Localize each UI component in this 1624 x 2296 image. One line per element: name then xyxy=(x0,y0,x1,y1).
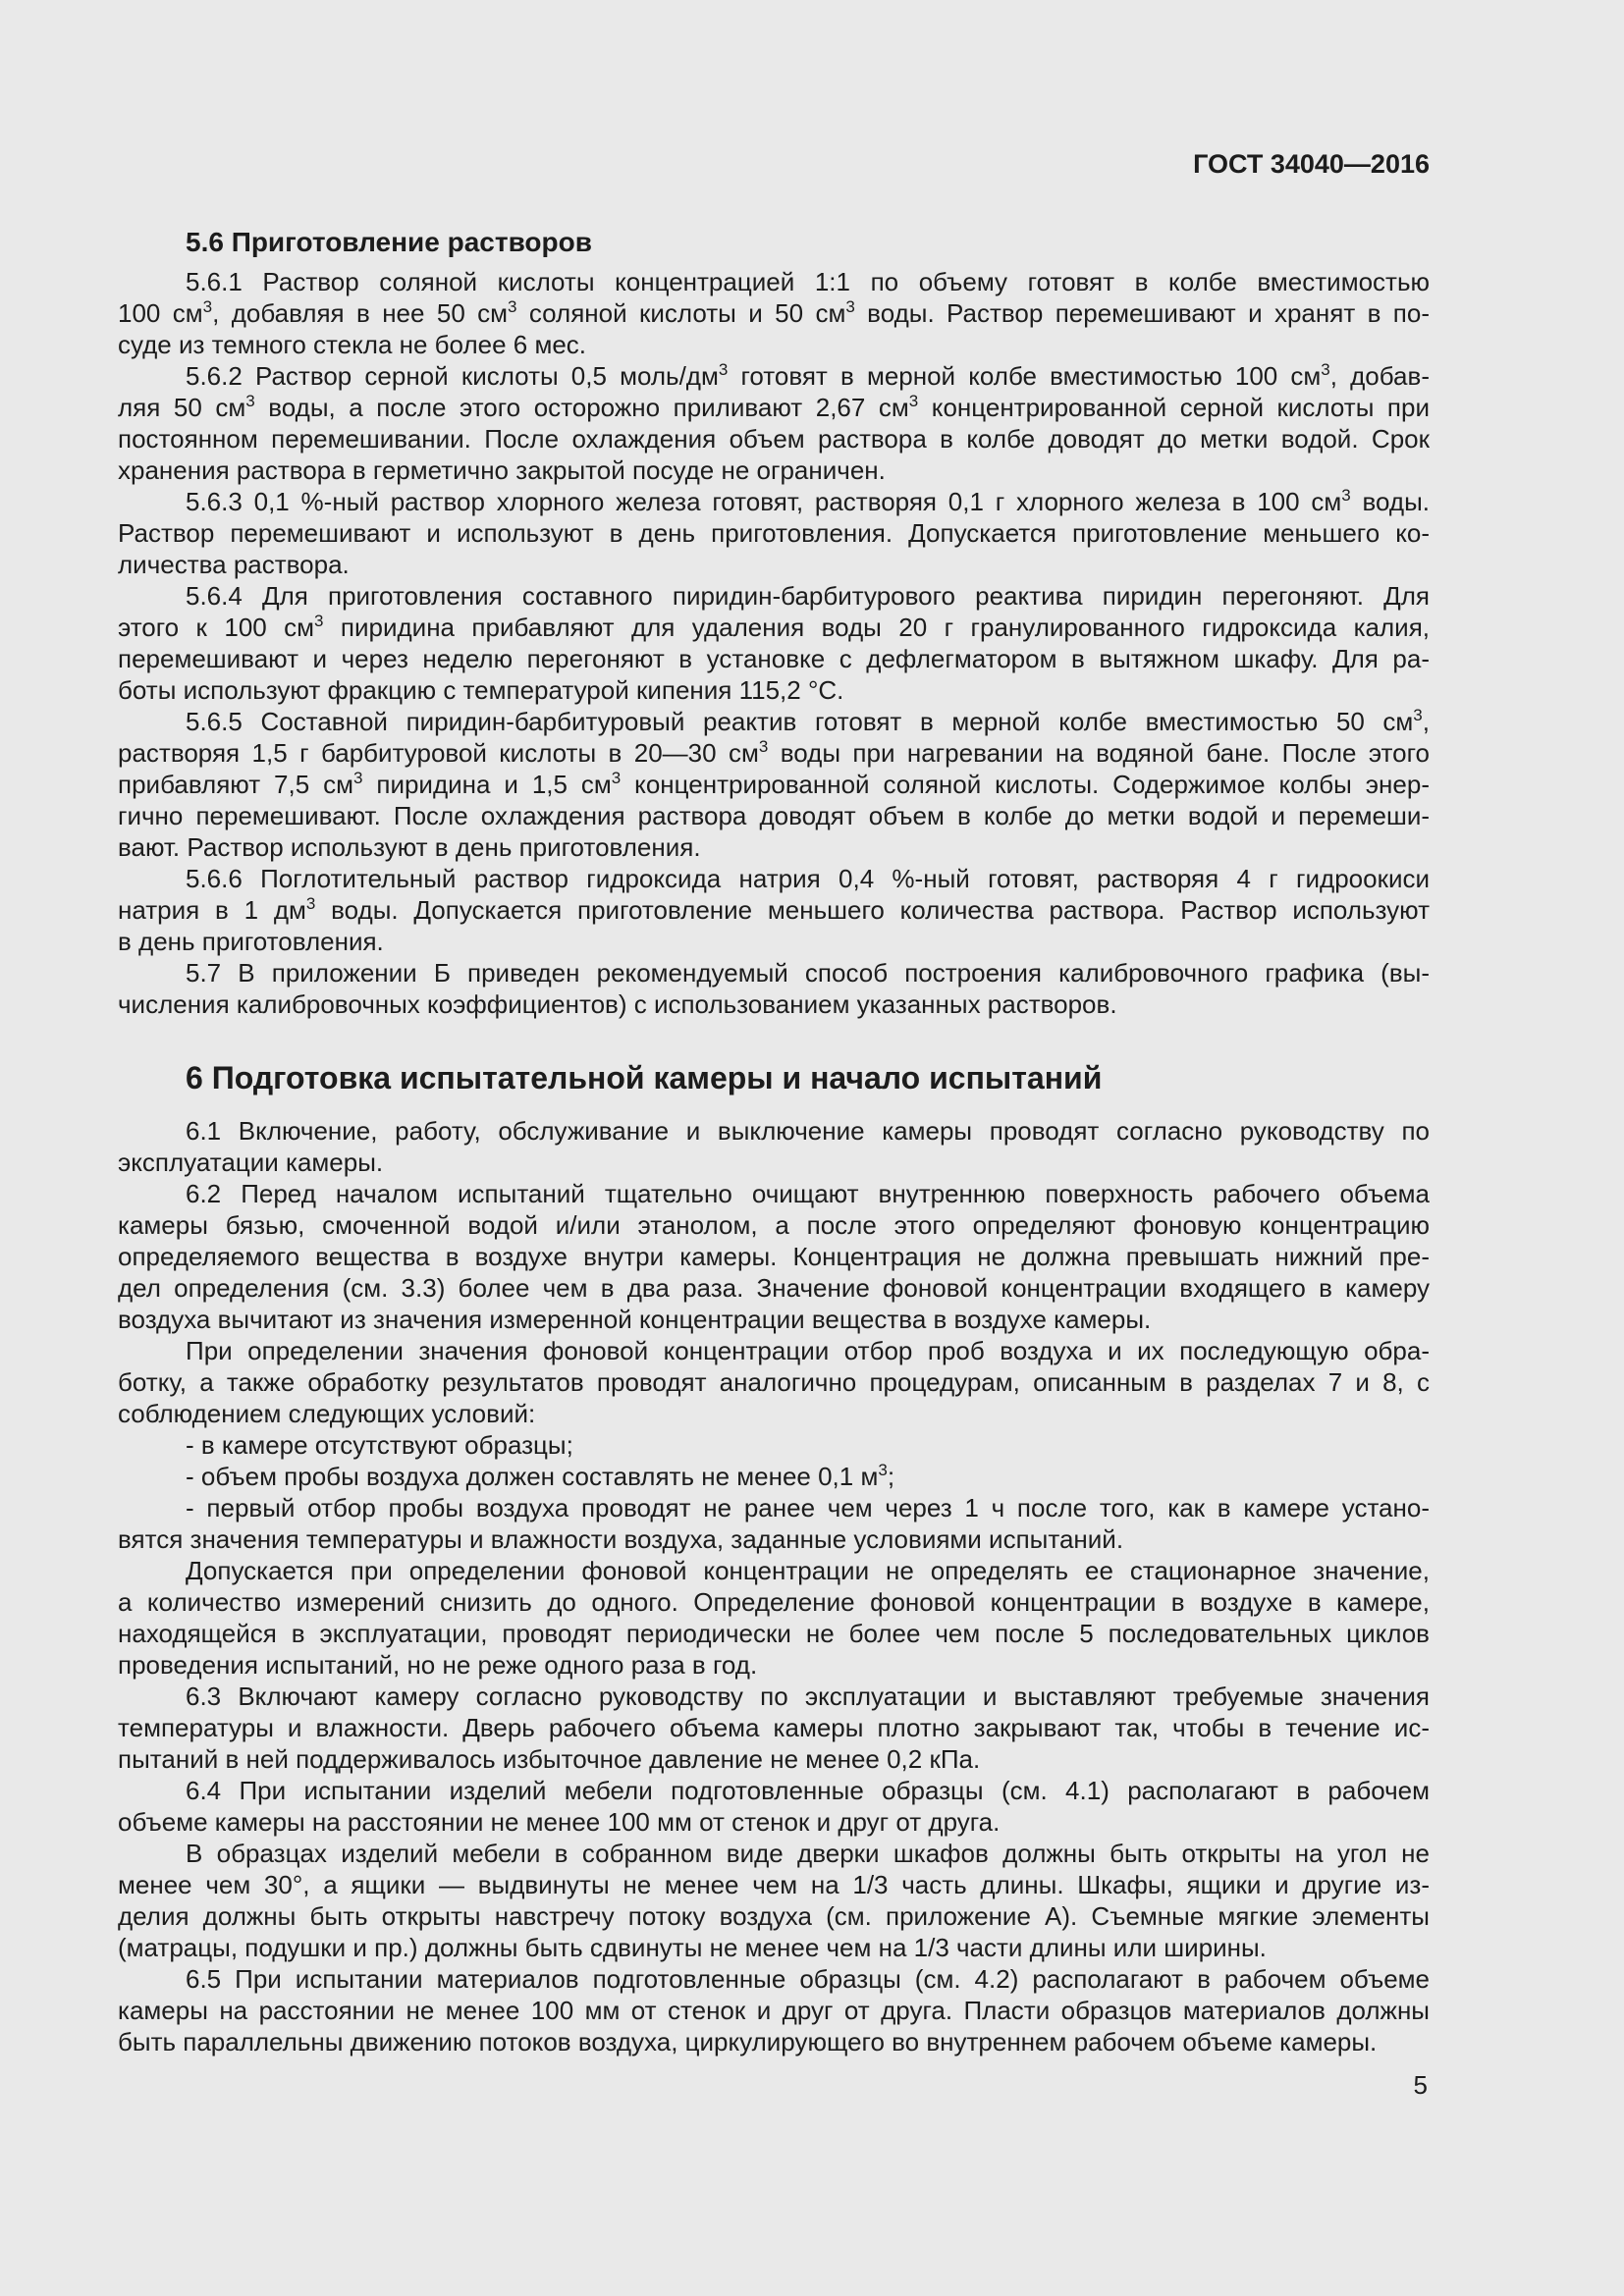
text-line: менее чем 30°, а ящики — выдвинуты не менее чем на 1/3 часть длины. Шкафы, ящики и другие из- xyxy=(118,1870,1430,1899)
text-line: 5.7 В приложении Б приведен рекомендуемый способ построения калибровочного графика (вы- xyxy=(186,958,1430,988)
text-line: воздуха вычитают из значения измеренной концентрации вещества в воздухе камеры. xyxy=(118,1305,1152,1334)
text-line: делия должны быть открыты навстречу потоку воздуха (см. приложение А). Съемные мягкие элементы xyxy=(118,1901,1430,1931)
text-line: гично перемешивают. После охлаждения раствора доводят объем в колбе до метки водой и перемеши- xyxy=(118,801,1430,830)
text-line: - в камере отсутствуют образцы; xyxy=(186,1430,573,1460)
text-line: 5.6.6 Поглотительный раствор гидроксида натрия 0,4 %-ный готовят, растворяя 4 г гидроокиси xyxy=(186,864,1430,893)
text-line: этого к 100 $см^3$ пиридина прибавляют для удаления воды 20 г гранулированного гидроксида калия, xyxy=(118,612,1430,642)
text-line: ботку, а также обработку результатов проводят аналогично процедурам, описанным в разделах 7 и 8, с xyxy=(118,1367,1430,1397)
text-line: 5.6.2 Раствор серной кислоты 0,5 моль/$дм^3$ готовят в мерной колбе вместимостью 100 $см^3$, добав- xyxy=(186,360,1430,391)
text-line: дел определения (см. 3.3) более чем в два раза. Значение фоновой концентрации входящего в камеру xyxy=(118,1273,1430,1303)
text-line: прибавляют 7,5 $см^3$ пиридина и 1,5 $см^3$ концентрированной соляной кислоты. Содержимое колбы энер- xyxy=(118,769,1430,799)
text-line: В образцах изделий мебели в собранном виде дверки шкафов должны быть открыты на угол не xyxy=(186,1839,1430,1868)
text-line: перемешивают и через неделю перегоняют в установке с дефлегматором в вытяжном шкафу. Для ра- xyxy=(118,644,1430,673)
text-line: эксплуатации камеры. xyxy=(118,1148,384,1177)
text-line: определяемого вещества в воздухе внутри камеры. Концентрация не должна превышать нижний пре- xyxy=(118,1242,1430,1271)
text-line: растворяя 1,5 г барбитуровой кислоты в 20—30 $см^3$ воды при нагревании на водяной бане. После этого xyxy=(118,737,1430,768)
text-line: пытаний в ней поддерживалось избыточное давление не менее 0,2 кПа. xyxy=(118,1744,981,1774)
text-line: 6.2 Перед началом испытаний тщательно очищают внутреннюю поверхность рабочего объема xyxy=(186,1179,1430,1208)
text-line: вятся значения температуры и влажности воздуха, заданные условиями испытаний. xyxy=(118,1524,1124,1554)
text-line: Допускается при определении фоновой концентрации не определять ее стационарное значение, xyxy=(186,1556,1430,1585)
text-line: 6.5 При испытании материалов подготовленные образцы (см. 4.2) располагают в рабочем объеме xyxy=(186,1964,1430,1994)
text-line: 5.6.1 Раствор соляной кислоты концентрацией 1:1 по объему готовят в колбе вместимостью xyxy=(186,267,1430,296)
text-line: Раствор перемешивают и используют в день приготовления. Допускается приготовление меньшего ко- xyxy=(118,518,1430,548)
text-line: камеры бязью, смоченной водой и/или этанолом, а после этого определяют фоновую концентрацию xyxy=(118,1210,1430,1240)
text-line: находящейся в эксплуатации, проводят периодически не более чем после 5 последовательных циклов xyxy=(118,1619,1430,1648)
text-line: объеме камеры на расстоянии не менее 100 мм от стенок и друг от друга. xyxy=(118,1807,1001,1837)
text-line: ляя 50 $см^3$ воды, а после этого осторожно приливают 2,67 $см^3$ концентрированной серной кислоты при xyxy=(118,392,1430,422)
section-6-title: 6 Подготовка испытательной камеры и начало испытаний xyxy=(186,1060,1103,1095)
text-line: 6.1 Включение, работу, обслуживание и выключение камеры проводят согласно руководству по xyxy=(186,1116,1430,1146)
text-line: суде из темного стекла не более 6 мес. xyxy=(118,330,587,359)
text-line: 5.6.3 0,1 %-ный раствор хлорного железа готовят, растворяя 0,1 г хлорного железа в 100 $см^3$ воды. xyxy=(186,486,1431,516)
text-line: а количество измерений снизить до одного. Определение фоновой концентрации в воздухе в камере, xyxy=(118,1587,1430,1617)
text-line: соблюдением следующих условий: xyxy=(118,1399,536,1428)
text-line: 6.3 Включают камеру согласно руководству по эксплуатации и выставляют требуемые значения xyxy=(186,1682,1430,1711)
text-line: - первый отбор пробы воздуха проводят не ранее чем через 1 ч после того, как в камере устано- xyxy=(186,1493,1430,1522)
text-line: постоянном перемешивании. После охлаждения объем раствора в колбе доводят до метки водой. Срок xyxy=(118,424,1430,454)
section-5-6-title: 5.6 Приготовление растворов xyxy=(186,227,592,257)
text-line: 6.4 При испытании изделий мебели подготовленные образцы (см. 4.1) располагают в рабочем xyxy=(186,1776,1430,1805)
page-number: 5 xyxy=(1413,2070,1428,2100)
text-line: хранения раствора в герметично закрытой посуде не ограничен. xyxy=(118,455,886,485)
text-line: в день приготовления. xyxy=(118,927,384,956)
text-line: личества раствора. xyxy=(118,550,350,579)
text-line: При определении значения фоновой концентрации отбор проб воздуха и их последующую обра- xyxy=(186,1336,1430,1365)
text-line: (матрацы, подушки и пр.) должны быть сдвинуты не менее чем на 1/3 части длины или ширины. xyxy=(118,1933,1267,1962)
text-line: 100 $см^3$, добавляя в нее 50 $см^3$ соляной кислоты и 50 $см^3$ воды. Раствор перемешивают и хранят в по- xyxy=(118,297,1430,328)
text-line: натрия в 1 $дм^3$ воды. Допускается приготовление меньшего количества раствора. Раствор используют xyxy=(118,894,1430,925)
text-line: боты используют фракцию с температурой кипения 115,2 °С. xyxy=(118,675,844,705)
text-line: вают. Раствор используют в день приготовления. xyxy=(118,832,701,862)
text-line: числения калибровочных коэффициентов) с использованием указанных растворов. xyxy=(118,989,1117,1019)
text-line: температуры и влажности. Дверь рабочего объема камеры плотно закрывают так, чтобы в течение ис- xyxy=(118,1713,1430,1742)
text-line: камеры на расстоянии не менее 100 мм от стенок и друг от друга. Пласти образцов материалов должны xyxy=(118,1996,1430,2025)
text-line: - объем пробы воздуха должен составлять не менее 0,1 $м^3$; xyxy=(186,1461,895,1491)
document-header-standard: ГОСТ 34040—2016 xyxy=(1193,149,1430,179)
text-line: 5.6.4 Для приготовления составного пиридин-барбитурового реактива пиридин перегоняют. Для xyxy=(186,581,1430,611)
text-line: проведения испытаний, но не реже одного раза в год. xyxy=(118,1650,758,1680)
text-line: быть параллельны движению потоков воздуха, циркулирующего во внутреннем рабочем объеме камеры. xyxy=(118,2027,1378,2056)
text-line: 5.6.5 Составной пиридин-барбитуровый реактив готовят в мерной колбе вместимостью 50 $см^3$, xyxy=(186,706,1430,736)
